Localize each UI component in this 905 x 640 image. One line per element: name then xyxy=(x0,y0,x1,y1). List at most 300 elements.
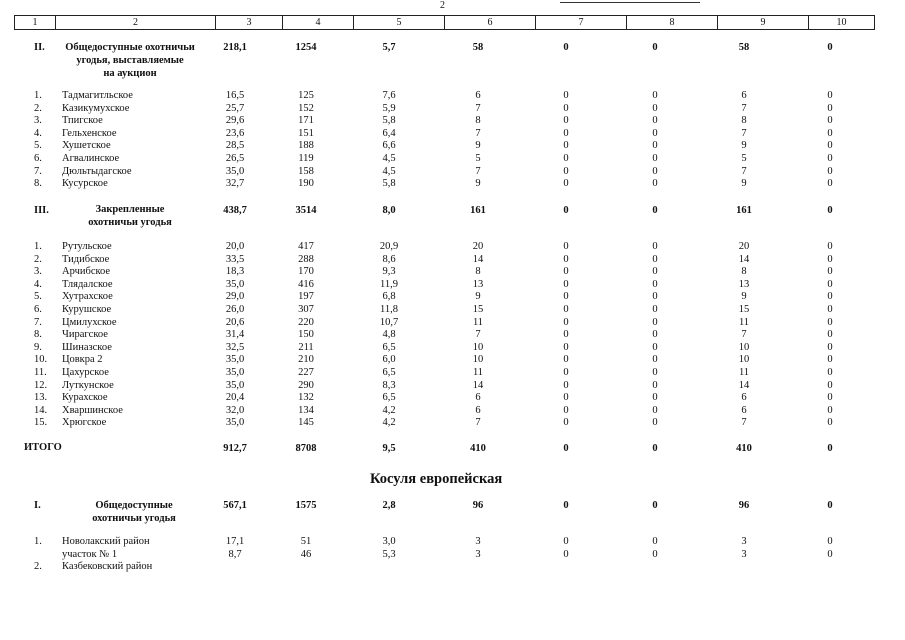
row-value: 0 xyxy=(827,127,833,139)
row-value: 0 xyxy=(563,140,569,152)
row-value: 7 xyxy=(475,102,481,114)
row-value: 6,5 xyxy=(382,367,396,378)
row-value: 0 xyxy=(563,417,569,429)
row-value: 28,5 xyxy=(225,140,245,152)
row-value: 25,7 xyxy=(225,102,245,114)
row-value: 0 xyxy=(563,241,569,252)
row-number: 3. xyxy=(34,266,42,278)
row-value: 0 xyxy=(827,253,833,265)
row-value: 0 xyxy=(652,367,658,378)
row-value: 4,2 xyxy=(382,404,396,416)
row-value: 0 xyxy=(827,417,833,429)
row-value: 0 xyxy=(652,392,658,404)
row-value: 0 xyxy=(827,278,833,290)
row-value: 0 xyxy=(652,404,658,416)
row-number: 14. xyxy=(34,404,48,416)
row-value: 0 xyxy=(563,404,569,416)
row-value: 13 xyxy=(472,278,484,290)
total-value: 912,7 xyxy=(223,443,247,454)
row-value: 417 xyxy=(298,241,314,252)
row-value: 6 xyxy=(741,90,747,101)
row-value: 220 xyxy=(298,316,314,328)
row-value: 10 xyxy=(472,341,484,353)
row-value: 26,0 xyxy=(225,304,245,315)
row-value: 150 xyxy=(298,329,314,341)
row-value: 35,0 xyxy=(225,165,245,177)
row-value: 0 xyxy=(827,266,833,278)
row-value: 416 xyxy=(298,278,314,290)
row-value: 0 xyxy=(827,367,833,378)
row-value: 0 xyxy=(827,291,833,303)
row-value: 7 xyxy=(475,127,481,139)
section-value: 8,0 xyxy=(382,205,396,216)
col-header: 2 xyxy=(56,16,216,30)
row-value: 0 xyxy=(563,354,569,366)
row-value: 7 xyxy=(475,329,481,341)
row-number: 7. xyxy=(34,165,42,177)
column-number-header xyxy=(14,15,875,30)
row-name: Хутрахское xyxy=(62,291,113,303)
row-value: 8,3 xyxy=(382,379,396,391)
row-name: Шиназское xyxy=(62,341,112,353)
section-value: 567,1 xyxy=(223,500,247,511)
row-number: 2. xyxy=(34,561,42,573)
row-value: 6 xyxy=(475,404,481,416)
row-value: 290 xyxy=(298,379,314,391)
row-number: 5. xyxy=(34,140,42,152)
row-value: 8 xyxy=(475,266,481,278)
section-value: 0 xyxy=(652,500,658,511)
row-value: 20,0 xyxy=(225,241,245,252)
row-name: участок № 1 xyxy=(62,548,118,560)
section-value: 0 xyxy=(563,42,569,53)
row-value: 8,6 xyxy=(382,253,396,265)
row-number: 6. xyxy=(34,153,42,164)
row-value: 9,3 xyxy=(382,266,396,278)
col-header: 4 xyxy=(283,16,354,30)
row-value: 6,0 xyxy=(382,354,396,366)
row-value: 20,9 xyxy=(379,241,399,252)
col-header: 7 xyxy=(536,16,627,30)
row-value: 0 xyxy=(563,253,569,265)
row-value: 23,6 xyxy=(225,127,245,139)
section-value: 161 xyxy=(736,205,752,216)
top-rule xyxy=(560,2,700,3)
row-value: 5,8 xyxy=(382,178,396,190)
row-value: 11 xyxy=(472,367,484,378)
row-value: 0 xyxy=(827,404,833,416)
row-value: 0 xyxy=(827,153,833,164)
section-value: 0 xyxy=(827,42,833,53)
total-value: 410 xyxy=(736,443,752,454)
row-value: 0 xyxy=(563,90,569,101)
row-value: 3 xyxy=(475,536,481,547)
row-value: 15 xyxy=(738,304,750,315)
total-value: 410 xyxy=(470,443,486,454)
row-name: Агвалинское xyxy=(62,153,120,164)
row-number: 9. xyxy=(34,341,42,353)
row-name: Цовкра 2 xyxy=(62,354,103,366)
row-value: 0 xyxy=(827,329,833,341)
row-value: 0 xyxy=(652,291,658,303)
row-name: Тидибское xyxy=(62,253,110,265)
section-title-line: Общедоступные xyxy=(95,500,173,511)
row-value: 0 xyxy=(652,316,658,328)
row-value: 17,1 xyxy=(225,536,245,547)
section-value: 2,8 xyxy=(382,500,396,511)
row-value: 0 xyxy=(652,379,658,391)
row-value: 5,8 xyxy=(382,115,396,127)
row-number: 2. xyxy=(34,253,42,265)
col-header: 9 xyxy=(718,16,809,30)
row-value: 0 xyxy=(827,115,833,127)
row-number: 15. xyxy=(34,417,48,429)
row-value: 0 xyxy=(563,548,569,560)
row-value: 20 xyxy=(472,241,484,252)
row-value: 8 xyxy=(741,266,747,278)
row-value: 0 xyxy=(652,178,658,190)
row-value: 0 xyxy=(563,127,569,139)
row-value: 8,7 xyxy=(228,548,242,560)
section-value: 0 xyxy=(652,42,658,53)
row-value: 35,0 xyxy=(225,417,245,429)
row-value: 3 xyxy=(475,548,481,560)
row-value: 132 xyxy=(298,392,314,404)
section-value: 0 xyxy=(827,500,833,511)
row-value: 18,3 xyxy=(225,266,245,278)
row-value: 10 xyxy=(738,354,750,366)
row-value: 0 xyxy=(563,316,569,328)
section-value: 5,7 xyxy=(382,42,396,53)
row-value: 0 xyxy=(652,548,658,560)
total-value: 0 xyxy=(563,443,569,454)
row-value: 0 xyxy=(652,153,658,164)
row-value: 0 xyxy=(652,536,658,547)
row-value: 35,0 xyxy=(225,367,245,378)
row-value: 14 xyxy=(738,379,750,391)
row-value: 0 xyxy=(563,178,569,190)
species-title: Косуля европейская xyxy=(370,471,503,487)
row-value: 227 xyxy=(298,367,314,378)
row-number: 2. xyxy=(34,102,42,114)
row-value: 20,6 xyxy=(225,316,245,328)
row-value: 13 xyxy=(738,278,750,290)
row-value: 35,0 xyxy=(225,278,245,290)
row-value: 4,2 xyxy=(382,417,396,429)
row-value: 6 xyxy=(741,392,747,404)
row-value: 10 xyxy=(738,341,750,353)
row-value: 0 xyxy=(827,354,833,366)
row-value: 188 xyxy=(298,140,314,152)
row-value: 158 xyxy=(298,165,314,177)
row-name: Гельхенское xyxy=(62,127,117,139)
section-title-line: Закрепленные xyxy=(95,204,165,215)
row-name: Чирагское xyxy=(62,329,108,341)
row-value: 5 xyxy=(741,153,747,164)
page-mark: 2 xyxy=(440,0,445,11)
col-header: 1 xyxy=(15,16,56,30)
total-value: 0 xyxy=(652,443,658,454)
row-number: 11. xyxy=(34,367,47,378)
row-value: 0 xyxy=(652,354,658,366)
row-value: 6 xyxy=(475,392,481,404)
row-value: 0 xyxy=(827,102,833,114)
row-value: 0 xyxy=(652,90,658,101)
row-value: 0 xyxy=(563,304,569,315)
row-value: 210 xyxy=(298,354,314,366)
row-value: 7 xyxy=(741,417,747,429)
row-value: 9 xyxy=(741,140,747,152)
row-value: 0 xyxy=(652,127,658,139)
section-value: 58 xyxy=(472,42,484,53)
row-value: 8 xyxy=(475,115,481,127)
section-title-line: охотничьи угодья xyxy=(88,217,172,228)
row-name: Луткунское xyxy=(62,379,114,391)
row-value: 9 xyxy=(741,178,747,190)
row-value: 6,5 xyxy=(382,341,396,353)
row-value: 9 xyxy=(475,140,481,152)
section-title-line: угодья, выставляемые xyxy=(76,55,184,66)
total-value: 9,5 xyxy=(382,443,396,454)
row-name: Рутульское xyxy=(62,241,112,252)
col-header: 3 xyxy=(216,16,283,30)
row-value: 0 xyxy=(563,165,569,177)
section-value: 58 xyxy=(738,42,750,53)
row-value: 0 xyxy=(563,367,569,378)
total-label: ИТОГО xyxy=(24,442,62,453)
row-name: Кусурское xyxy=(62,178,108,190)
row-value: 5 xyxy=(475,153,481,164)
row-value: 6 xyxy=(741,404,747,416)
row-name: Хрюгское xyxy=(62,417,107,429)
total-value: 0 xyxy=(827,443,833,454)
row-value: 0 xyxy=(827,379,833,391)
row-value: 4,8 xyxy=(382,329,396,341)
row-value: 10,7 xyxy=(379,316,399,328)
row-name: Арчибское xyxy=(62,266,111,278)
section-value: 0 xyxy=(652,205,658,216)
row-value: 0 xyxy=(827,178,833,190)
row-value: 6,8 xyxy=(382,291,396,303)
row-name: Казикумухское xyxy=(62,102,130,114)
row-value: 0 xyxy=(563,266,569,278)
row-value: 0 xyxy=(563,341,569,353)
row-value: 29,0 xyxy=(225,291,245,303)
row-number: 1. xyxy=(34,536,42,547)
row-value: 125 xyxy=(298,90,314,101)
row-value: 9 xyxy=(741,291,747,303)
row-number: 7. xyxy=(34,316,42,328)
row-number: 5. xyxy=(34,291,42,303)
row-value: 171 xyxy=(298,115,314,127)
row-value: 7 xyxy=(741,127,747,139)
section-value: 96 xyxy=(472,500,484,511)
row-value: 7 xyxy=(741,165,747,177)
row-value: 211 xyxy=(298,341,314,353)
row-value: 0 xyxy=(652,102,658,114)
row-value: 31,4 xyxy=(225,329,245,341)
row-name: Тадмагитльское xyxy=(62,90,133,101)
row-value: 119 xyxy=(298,153,314,164)
row-value: 32,5 xyxy=(225,341,245,353)
row-name: Цмилухское xyxy=(62,316,117,328)
row-value: 32,7 xyxy=(225,178,245,190)
row-value: 0 xyxy=(827,548,833,560)
row-value: 0 xyxy=(652,417,658,429)
section-value: 1254 xyxy=(295,42,317,53)
row-number: 10. xyxy=(34,354,48,366)
row-value: 11,9 xyxy=(380,278,398,290)
col-header: 10 xyxy=(809,16,875,30)
col-header: 8 xyxy=(627,16,718,30)
row-number: 12. xyxy=(34,379,48,391)
row-value: 6 xyxy=(475,90,481,101)
row-value: 14 xyxy=(472,379,484,391)
row-value: 51 xyxy=(300,536,312,547)
row-value: 3 xyxy=(741,536,747,547)
row-name: Хушетское xyxy=(62,140,111,152)
row-value: 307 xyxy=(298,304,314,315)
row-value: 0 xyxy=(652,266,658,278)
section-value: 438,7 xyxy=(223,205,247,216)
row-value: 288 xyxy=(298,253,314,265)
row-number: 3. xyxy=(34,115,42,127)
row-name: Цахурское xyxy=(62,367,109,378)
row-value: 0 xyxy=(827,316,833,328)
row-value: 35,0 xyxy=(225,379,245,391)
row-value: 7 xyxy=(475,165,481,177)
row-name: Хваршинское xyxy=(62,404,123,416)
row-value: 8 xyxy=(741,115,747,127)
col-header: 6 xyxy=(445,16,536,30)
section-value: 0 xyxy=(563,205,569,216)
row-value: 26,5 xyxy=(225,153,245,164)
row-value: 0 xyxy=(827,304,833,315)
row-value: 5,9 xyxy=(382,102,396,114)
row-number: 6. xyxy=(34,304,42,315)
section-value: 0 xyxy=(563,500,569,511)
row-value: 15 xyxy=(472,304,484,315)
row-value: 0 xyxy=(563,536,569,547)
row-value: 0 xyxy=(827,392,833,404)
section-value: 3514 xyxy=(295,205,317,216)
row-value: 190 xyxy=(298,178,314,190)
row-value: 0 xyxy=(652,253,658,265)
section-number: III. xyxy=(34,205,49,216)
row-value: 0 xyxy=(827,140,833,152)
row-value: 0 xyxy=(563,392,569,404)
row-value: 10 xyxy=(472,354,484,366)
section-value: 0 xyxy=(827,205,833,216)
row-value: 46 xyxy=(300,548,312,560)
row-value: 11,8 xyxy=(380,304,398,315)
section-title-line: охотничьи угодья xyxy=(92,513,176,524)
section-value: 218,1 xyxy=(223,42,247,53)
row-value: 151 xyxy=(298,127,314,139)
row-value: 0 xyxy=(652,329,658,341)
section-number: II. xyxy=(34,42,45,53)
row-value: 14 xyxy=(738,253,750,265)
row-value: 152 xyxy=(298,102,314,114)
row-value: 9 xyxy=(475,178,481,190)
row-value: 3,0 xyxy=(382,536,396,547)
row-name: Тпигское xyxy=(62,115,103,127)
row-value: 0 xyxy=(827,536,833,547)
row-number: 1. xyxy=(34,241,42,252)
row-value: 145 xyxy=(298,417,314,429)
row-value: 0 xyxy=(563,115,569,127)
row-value: 197 xyxy=(298,291,314,303)
row-value: 9 xyxy=(475,291,481,303)
row-value: 6,6 xyxy=(382,140,396,152)
row-value: 0 xyxy=(827,90,833,101)
row-value: 20,4 xyxy=(225,392,245,404)
section-value: 1575 xyxy=(295,500,317,511)
row-value: 5,3 xyxy=(382,548,396,560)
row-number: 8. xyxy=(34,329,42,341)
row-value: 7 xyxy=(741,329,747,341)
row-name: Курушское xyxy=(62,304,112,315)
row-name: Курахское xyxy=(62,392,108,404)
row-value: 0 xyxy=(652,115,658,127)
row-name: Новолакский район xyxy=(62,536,150,547)
row-value: 6,5 xyxy=(382,392,396,404)
row-value: 20 xyxy=(738,241,750,252)
row-value: 11 xyxy=(738,316,750,328)
row-number: 8. xyxy=(34,178,42,190)
row-value: 0 xyxy=(563,278,569,290)
row-value: 0 xyxy=(563,153,569,164)
row-number: 1. xyxy=(34,90,42,101)
row-value: 7 xyxy=(741,102,747,114)
row-value: 35,0 xyxy=(225,354,245,366)
row-number: 4. xyxy=(34,127,42,139)
row-value: 3 xyxy=(741,548,747,560)
section-number: I. xyxy=(34,500,41,511)
row-name: Казбековский район xyxy=(62,561,153,573)
row-value: 16,5 xyxy=(225,90,245,101)
row-value: 29,6 xyxy=(225,115,245,127)
row-value: 0 xyxy=(563,329,569,341)
row-value: 14 xyxy=(472,253,484,265)
row-value: 0 xyxy=(827,165,833,177)
row-number: 13. xyxy=(34,392,48,404)
row-value: 33,5 xyxy=(225,253,245,265)
section-title-line: на аукцион xyxy=(103,68,157,79)
row-value: 11 xyxy=(472,316,484,328)
row-value: 4,5 xyxy=(382,153,396,164)
section-value: 96 xyxy=(738,500,750,511)
row-value: 6,4 xyxy=(382,127,396,139)
row-name: Дюльтыдагское xyxy=(62,165,132,177)
row-value: 0 xyxy=(652,278,658,290)
section-title-line: Общедоступные охотничьи xyxy=(65,42,195,53)
row-value: 0 xyxy=(652,165,658,177)
row-value: 134 xyxy=(298,404,314,416)
row-value: 32,0 xyxy=(225,404,245,416)
row-value: 0 xyxy=(652,304,658,315)
row-name: Тлядалское xyxy=(62,278,113,290)
row-value: 0 xyxy=(827,241,833,252)
row-value: 7 xyxy=(475,417,481,429)
row-value: 7,6 xyxy=(382,90,396,101)
row-value: 0 xyxy=(652,341,658,353)
col-header: 5 xyxy=(354,16,445,30)
row-value: 0 xyxy=(827,341,833,353)
section-value: 161 xyxy=(470,205,486,216)
row-value: 0 xyxy=(563,291,569,303)
row-number: 4. xyxy=(34,278,42,290)
